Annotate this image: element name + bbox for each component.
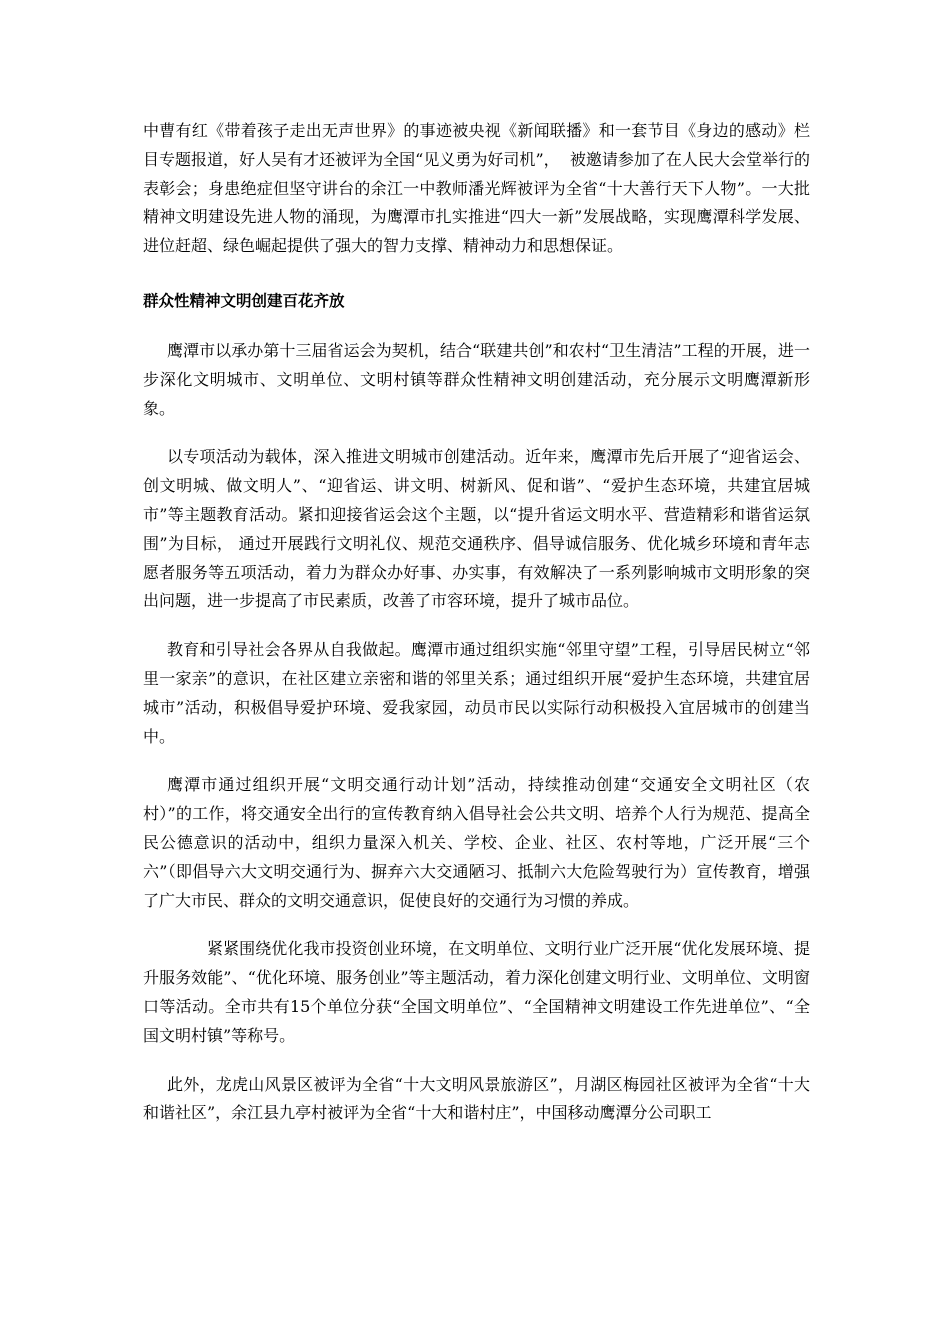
paragraph-section-5: 紧紧围绕优化我市投资创业环境，在文明单位、文明行业广泛开展“优化发展环境、提升服务效能”、“优化环境、服务创业”等主题活动，着力深化创建文明行业、文明单位、文明窗口等活动。全市共有15个单位分获“全国文明单位”、“全国精神文明建设工作先进单位”、“全国文明村镇”等称号。	[143, 939, 810, 1045]
paragraph-section-2: 以专项活动为载体，深入推进文明城市创建活动。近年来，鹰潭市先后开展了“迎省运会、创文明城、做文明人”、“迎省运、讲文明、树新风、促和谐”、“爱护生态环境，共建宜居城市”等主题教育活动。紧扣迎接省运会这个主题，以“提升省运文明水平、营造精彩和谐省运氛围”为目标， 通过开展践行文明礼仪、规范交通秩序、倡导诚信服务、优化城乡环境和青年志愿者服务等五项活动，着力为群众办好事、办实事，有效解决了一系列影响城市文明形象的突出问题，进一步提高了市民素质，改善了市容环境，提升了城市品位。	[143, 447, 810, 611]
paragraph-section-6: 此外，龙虎山风景区被评为全省“十大文明风景旅游区”，月湖区梅园社区被评为全省“十大和谐社区”，余江县九亭村被评为全省“十大和谐村庄”，中国移动鹰潭分公司职工	[143, 1074, 810, 1123]
paragraph-section-4: 鹰潭市通过组织开展“文明交通行动计划”活动，持续推动创建“交通安全文明社区（农村）”的工作，将交通安全出行的宣传教育纳入倡导社会公共文明、培养个人行为规范、提高全民公德意识的活动中，组织力量深入机关、学校、企业、社区、农村等地，广泛开展“三个六”（即倡导六大文明交通行为、摒弃六大交通陋习、抵制六大危险驾驶行为）宣传教育，增强了广大市民、群众的文明交通意识，促使良好的交通行为习惯的养成。	[143, 775, 810, 910]
paragraph-section-3: 教育和引导社会各界从自我做起。鹰潭市通过组织实施“邻里守望”工程，引导居民树立“邻里一家亲”的意识，在社区建立亲密和谐的邻里关系；通过组织开展“爱护生态环境，共建宜居城市”活动，积极倡导爱护环境、爱我家园，动员市民以实际行动积极投入宜居城市的创建当中。	[143, 640, 810, 746]
section-heading: 群众性精神文明创建百花齐放	[143, 291, 345, 310]
paragraph-section-1: 鹰潭市以承办第十三届省运会为契机，结合“联建共创”和农村“卫生清洁”工程的开展，进一步深化文明城市、文明单位、文明村镇等群众性精神文明创建活动，充分展示文明鹰潭新形象。	[143, 340, 810, 418]
document-page	[143, 117, 810, 1128]
paragraph-intro: 中曹有红《带着孩子走出无声世界》的事迹被央视《新闻联播》和一套节目《身边的感动》栏目专题报道，好人吴有才还被评为全国“见义勇为好司机”， 被邀请参加了在人民大会堂举行的表彰会；身患绝症但坚守讲台的余江一中教师潘光辉被评为全省“十大善行天下人物”。一大批精神文明建设先进人物的涌现，为鹰潭市扎实推进“四大一新”发展战略，实现鹰潭科学发展、进位赶超、绿色崛起提供了强大的智力支撑、精神动力和思想保证。	[143, 121, 810, 256]
